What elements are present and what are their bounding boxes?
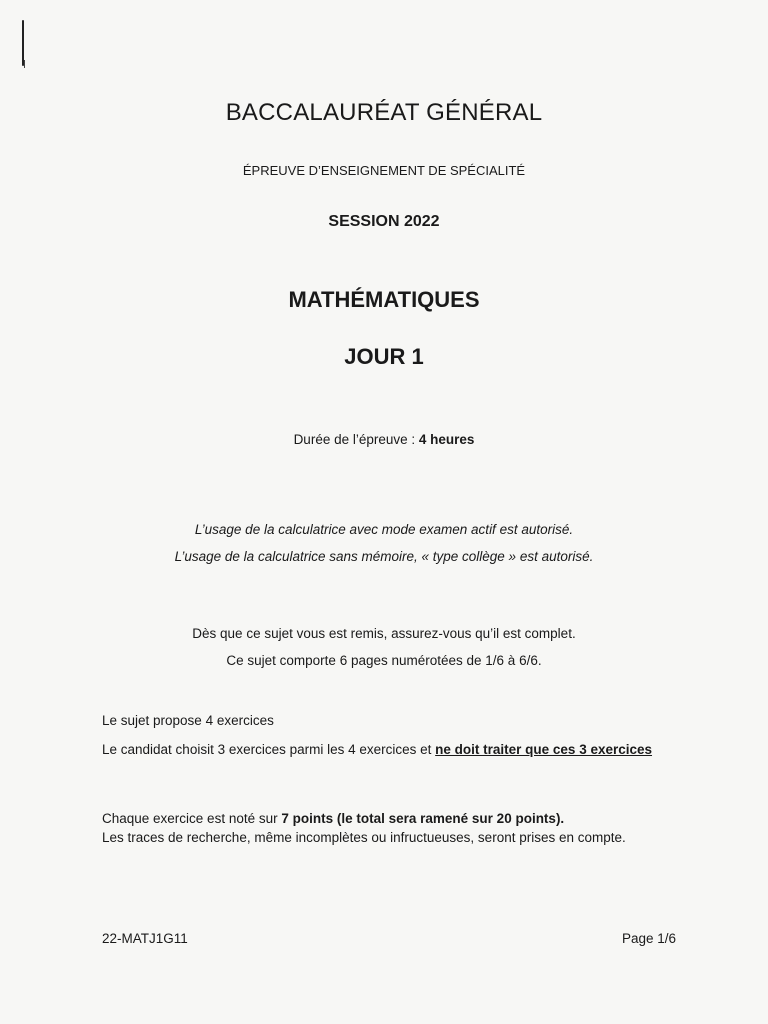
notation-points: 7 points (le total sera ramené sur 20 points). xyxy=(281,811,565,826)
exercises-choice xyxy=(102,741,675,758)
calculator-rule-1: L’usage de la calculatrice avec mode examen actif est autorisé. xyxy=(194,522,574,537)
exam-day: JOUR 1 xyxy=(344,344,424,369)
subject-name: MATHÉMATIQUES xyxy=(288,287,480,312)
completeness-line-2: Ce sujet comporte 6 pages numérotées de 1/6 à 6/6. xyxy=(226,653,542,668)
session-label: SESSION 2022 xyxy=(328,213,440,230)
exam-subtitle: ÉPREUVE D’ENSEIGNEMENT DE SPÉCIALITÉ xyxy=(242,163,526,178)
footer-page-number: Page 1/6 xyxy=(621,931,676,946)
footer-exam-code: 22-MATJ1G11 xyxy=(102,931,188,946)
exercises-propose: Le sujet propose 4 exercices xyxy=(102,713,274,728)
notation-line xyxy=(102,809,675,828)
duration-label: Durée de l’épreuve : xyxy=(293,432,419,447)
exercises-choice-text: Le candidat choisit 3 exercices parmi les 4 exercices et xyxy=(102,742,436,757)
duration-line xyxy=(0,432,768,447)
duration-value: 4 heures xyxy=(418,432,475,447)
completeness-line-1: Dès que ce sujet vous est remis, assurez-vous qu’il est complet. xyxy=(192,626,576,641)
notation-block xyxy=(102,809,675,847)
scan-mark-tail xyxy=(24,60,25,68)
notation-prefix: Chaque exercice est noté sur xyxy=(102,811,282,826)
calculator-rule-2: L’usage de la calculatrice sans mémoire, « type collège » est autorisé. xyxy=(174,549,594,564)
exam-title: BACCALAURÉAT GÉNÉRAL xyxy=(225,99,543,126)
notation-traces: Les traces de recherche, même incomplètes ou infructueuses, seront prises en compte. xyxy=(102,830,626,845)
exercises-choice-emphasis: ne doit traiter que ces 3 exercices xyxy=(435,742,653,757)
